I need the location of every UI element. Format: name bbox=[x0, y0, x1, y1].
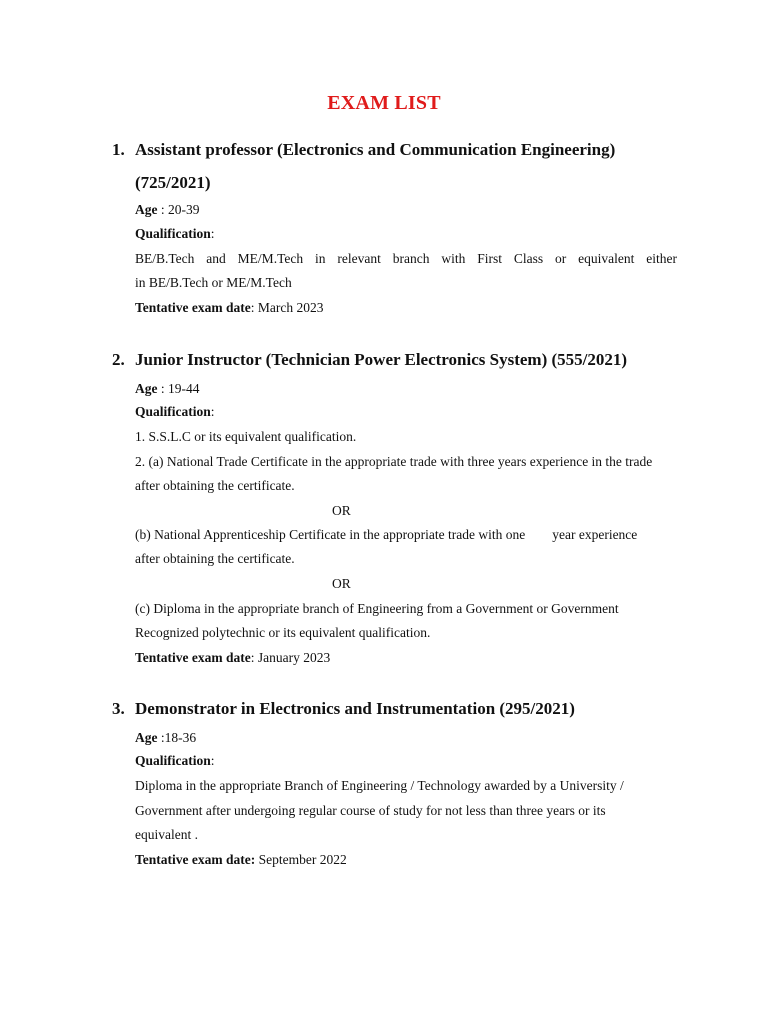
exam-3-date-value: September 2022 bbox=[255, 852, 347, 867]
page-title: EXAM LIST bbox=[327, 92, 441, 114]
exam-3-number: 3. bbox=[112, 699, 125, 718]
exam-1-date-value: : March 2023 bbox=[250, 300, 324, 315]
exam-2-qualification-2b-cont: after obtaining the certificate. bbox=[135, 551, 295, 566]
exam-1-date bbox=[135, 299, 677, 317]
exam-1-title: Assistant professor (Electronics and Communication Engineering) bbox=[135, 140, 616, 159]
exam-1-age-value: : 20-39 bbox=[157, 202, 200, 217]
exam-2-age-value: : 19-44 bbox=[157, 381, 200, 396]
exam-1-qualification-line-2: in BE/B.Tech or ME/M.Tech bbox=[135, 275, 292, 290]
exam-2-heading bbox=[112, 350, 682, 370]
exam-3-age-value: :18-36 bbox=[157, 730, 197, 745]
exam-1-qualification-label: Qualification: bbox=[135, 226, 215, 241]
exam-2-date-value: : January 2023 bbox=[250, 650, 331, 665]
exam-2-qualification-1: 1. S.S.L.C or its equivalent qualification. bbox=[135, 429, 357, 444]
exam-1-number: 1. bbox=[112, 140, 125, 159]
exam-3-title: Demonstrator in Electronics and Instrumentation (295/2021) bbox=[135, 699, 575, 718]
exam-2-number: 2. bbox=[112, 350, 125, 369]
or-separator-2: OR bbox=[332, 576, 351, 591]
exam-1-heading bbox=[112, 140, 682, 160]
exam-1-qualification-line-1: BE/B.Tech and ME/M.Tech in relevant branch with First Class or equivalent either bbox=[135, 251, 677, 266]
exam-3-qualification-line-3: equivalent . bbox=[135, 827, 198, 842]
age-label: Age bbox=[135, 202, 158, 217]
exam-2-date: Tentative exam date: January 2023 bbox=[135, 650, 331, 665]
exam-1-age bbox=[135, 201, 677, 219]
exam-2-age: Age : 19-44 bbox=[135, 381, 200, 396]
exam-2-qualification-2c: (c) Diploma in the appropriate branch of Engineering from a Government or Government bbox=[135, 601, 619, 616]
exam-2-qualification-2b: (b) National Apprenticeship Certificate in the appropriate trade with one year experience bbox=[135, 527, 638, 542]
exam-2-qualification-2a: 2. (a) National Trade Certificate in the appropriate trade with three years experience in the trade bbox=[135, 454, 653, 469]
exam-3-heading bbox=[112, 699, 682, 719]
exam-3-qualification-line-1: Diploma in the appropriate Branch of Engineering / Technology awarded by a University / bbox=[135, 778, 624, 793]
exam-3-qualification-line-2: Government after undergoing regular course of study for not less than three years or its bbox=[135, 803, 606, 818]
exam-2-qualification-label: Qualification: bbox=[135, 404, 215, 419]
exam-3-date: Tentative exam date: September 2022 bbox=[135, 852, 347, 867]
tentative-label: Tentative exam date bbox=[135, 300, 251, 315]
exam-3-qualification-label: Qualification: bbox=[135, 753, 215, 768]
or-separator-1: OR bbox=[332, 503, 351, 518]
exam-2-title: Junior Instructor (Technician Power Electronics System) (555/2021) bbox=[135, 350, 628, 369]
exam-2-qualification-2a-cont: after obtaining the certificate. bbox=[135, 478, 295, 493]
exam-2-qualification-2c-cont: Recognized polytechnic or its equivalent qualification. bbox=[135, 625, 431, 640]
exam-3-age: Age :18-36 bbox=[135, 730, 197, 745]
exam-1-code: (725/2021) bbox=[135, 173, 211, 192]
